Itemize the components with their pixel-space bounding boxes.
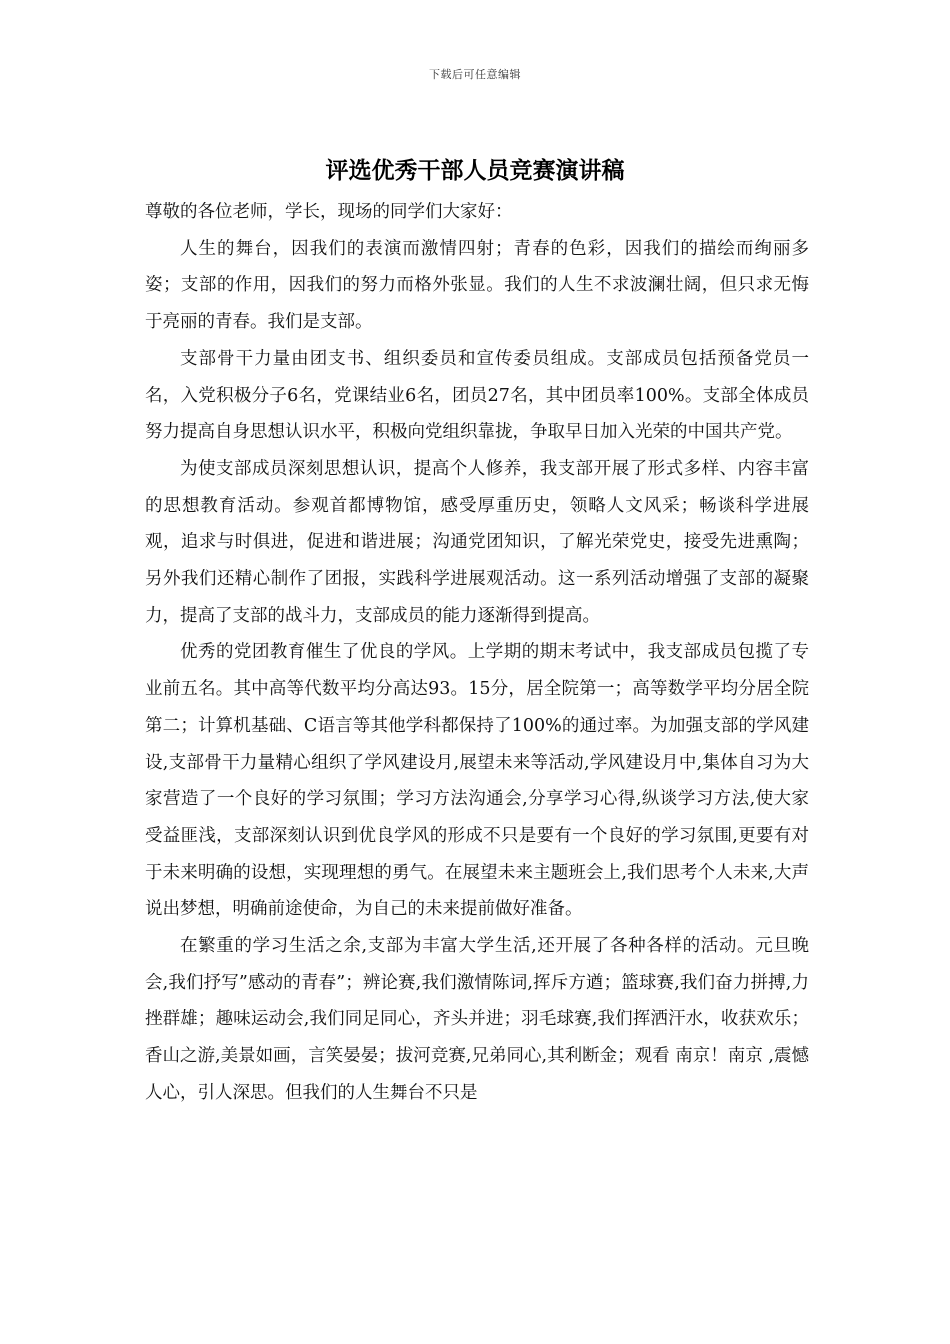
paragraph-1: 人生的舞台，因我们的表演而激情四射；青春的色彩，因我们的描绘而绚丽多姿；支部的作用，因我们的努力而格外张显。我们的人生不求波澜壮阔，但只求无悔于亮丽的青春。我们是支部。 [145,238,809,333]
header-note: 下载后可任意编辑 [429,68,521,81]
paragraph-4: 优秀的党团教育催生了优良的学风。上学期的期末考试中，我支部成员包揽了专业前五名。其中高等代数平均分高达93。15分，居全院第一；高等数学平均分居全院第二；计算机基础、C语言等其他学科都保持了100%的通过率。为加强支部的学风建设,支部骨干力量精心组织了学风建设月,展望未来等活动,学风建设月中,集体自习为大家营造了一个良好的学习氛围；学习方法沟通会,分享学习心得,纵谈学习方法,使大家受益匪浅，支部深刻认识到优良学风的形成不只是要有一个良好的学习氛围,更要有对于未来明确的设想，实现理想的勇气。在展望未来主题班会上,我们思考个人未来,大声说出梦想，明确前途使命，为自己的未来提前做好准备。 [145,642,809,920]
page-title: 评选优秀干部人员竞赛演讲稿 [325,157,625,184]
paragraph-5: 在繁重的学习生活之余,支部为丰富大学生活,还开展了各种各样的活动。元旦晚会,我们抒写”感动的青春”；辨论赛,我们激情陈词,挥斥方遒；篮球赛,我们奋力拼搏,力挫群雄；趣味运动会,我们同足同心，齐头并进；羽毛球赛,我们挥洒汗水，收获欢乐；香山之游,美景如画，言笑晏晏；拔河竞赛,兄弟同心,其利断金；观看 南京！南京 ,震憾人心，引人深思。但我们的人生舞台不只是 [145,936,809,1103]
salutation: 尊敬的各位老师，学长，现场的同学们大家好： [145,202,513,222]
paragraph-2: 支部骨干力量由团支书、组织委员和宣传委员组成。支部成员包括预备党员一名，入党积极分子6名，党课结业6名，团员27名，其中团员率100%。支部全体成员努力提高自身思想认识水平，积极向党组织靠拢，争取早日加入光荣的中国共产党。 [145,348,809,443]
speech-body [145,194,809,1112]
paragraph-3: 为使支部成员深刻思想认识，提高个人修养，我支部开展了形式多样、内容丰富的思想教育活动。参观首都博物馆，感受厚重历史，领略人文风采；畅谈科学进展观，追求与时俱进，促进和谐进展；沟通党团知识，了解光荣党史，接受先进熏陶；另外我们还精心制作了团报，实践科学进展观活动。这一系列活动增强了支部的凝聚力，提高了支部的战斗力，支部成员的能力逐渐得到提高。 [145,458,809,626]
